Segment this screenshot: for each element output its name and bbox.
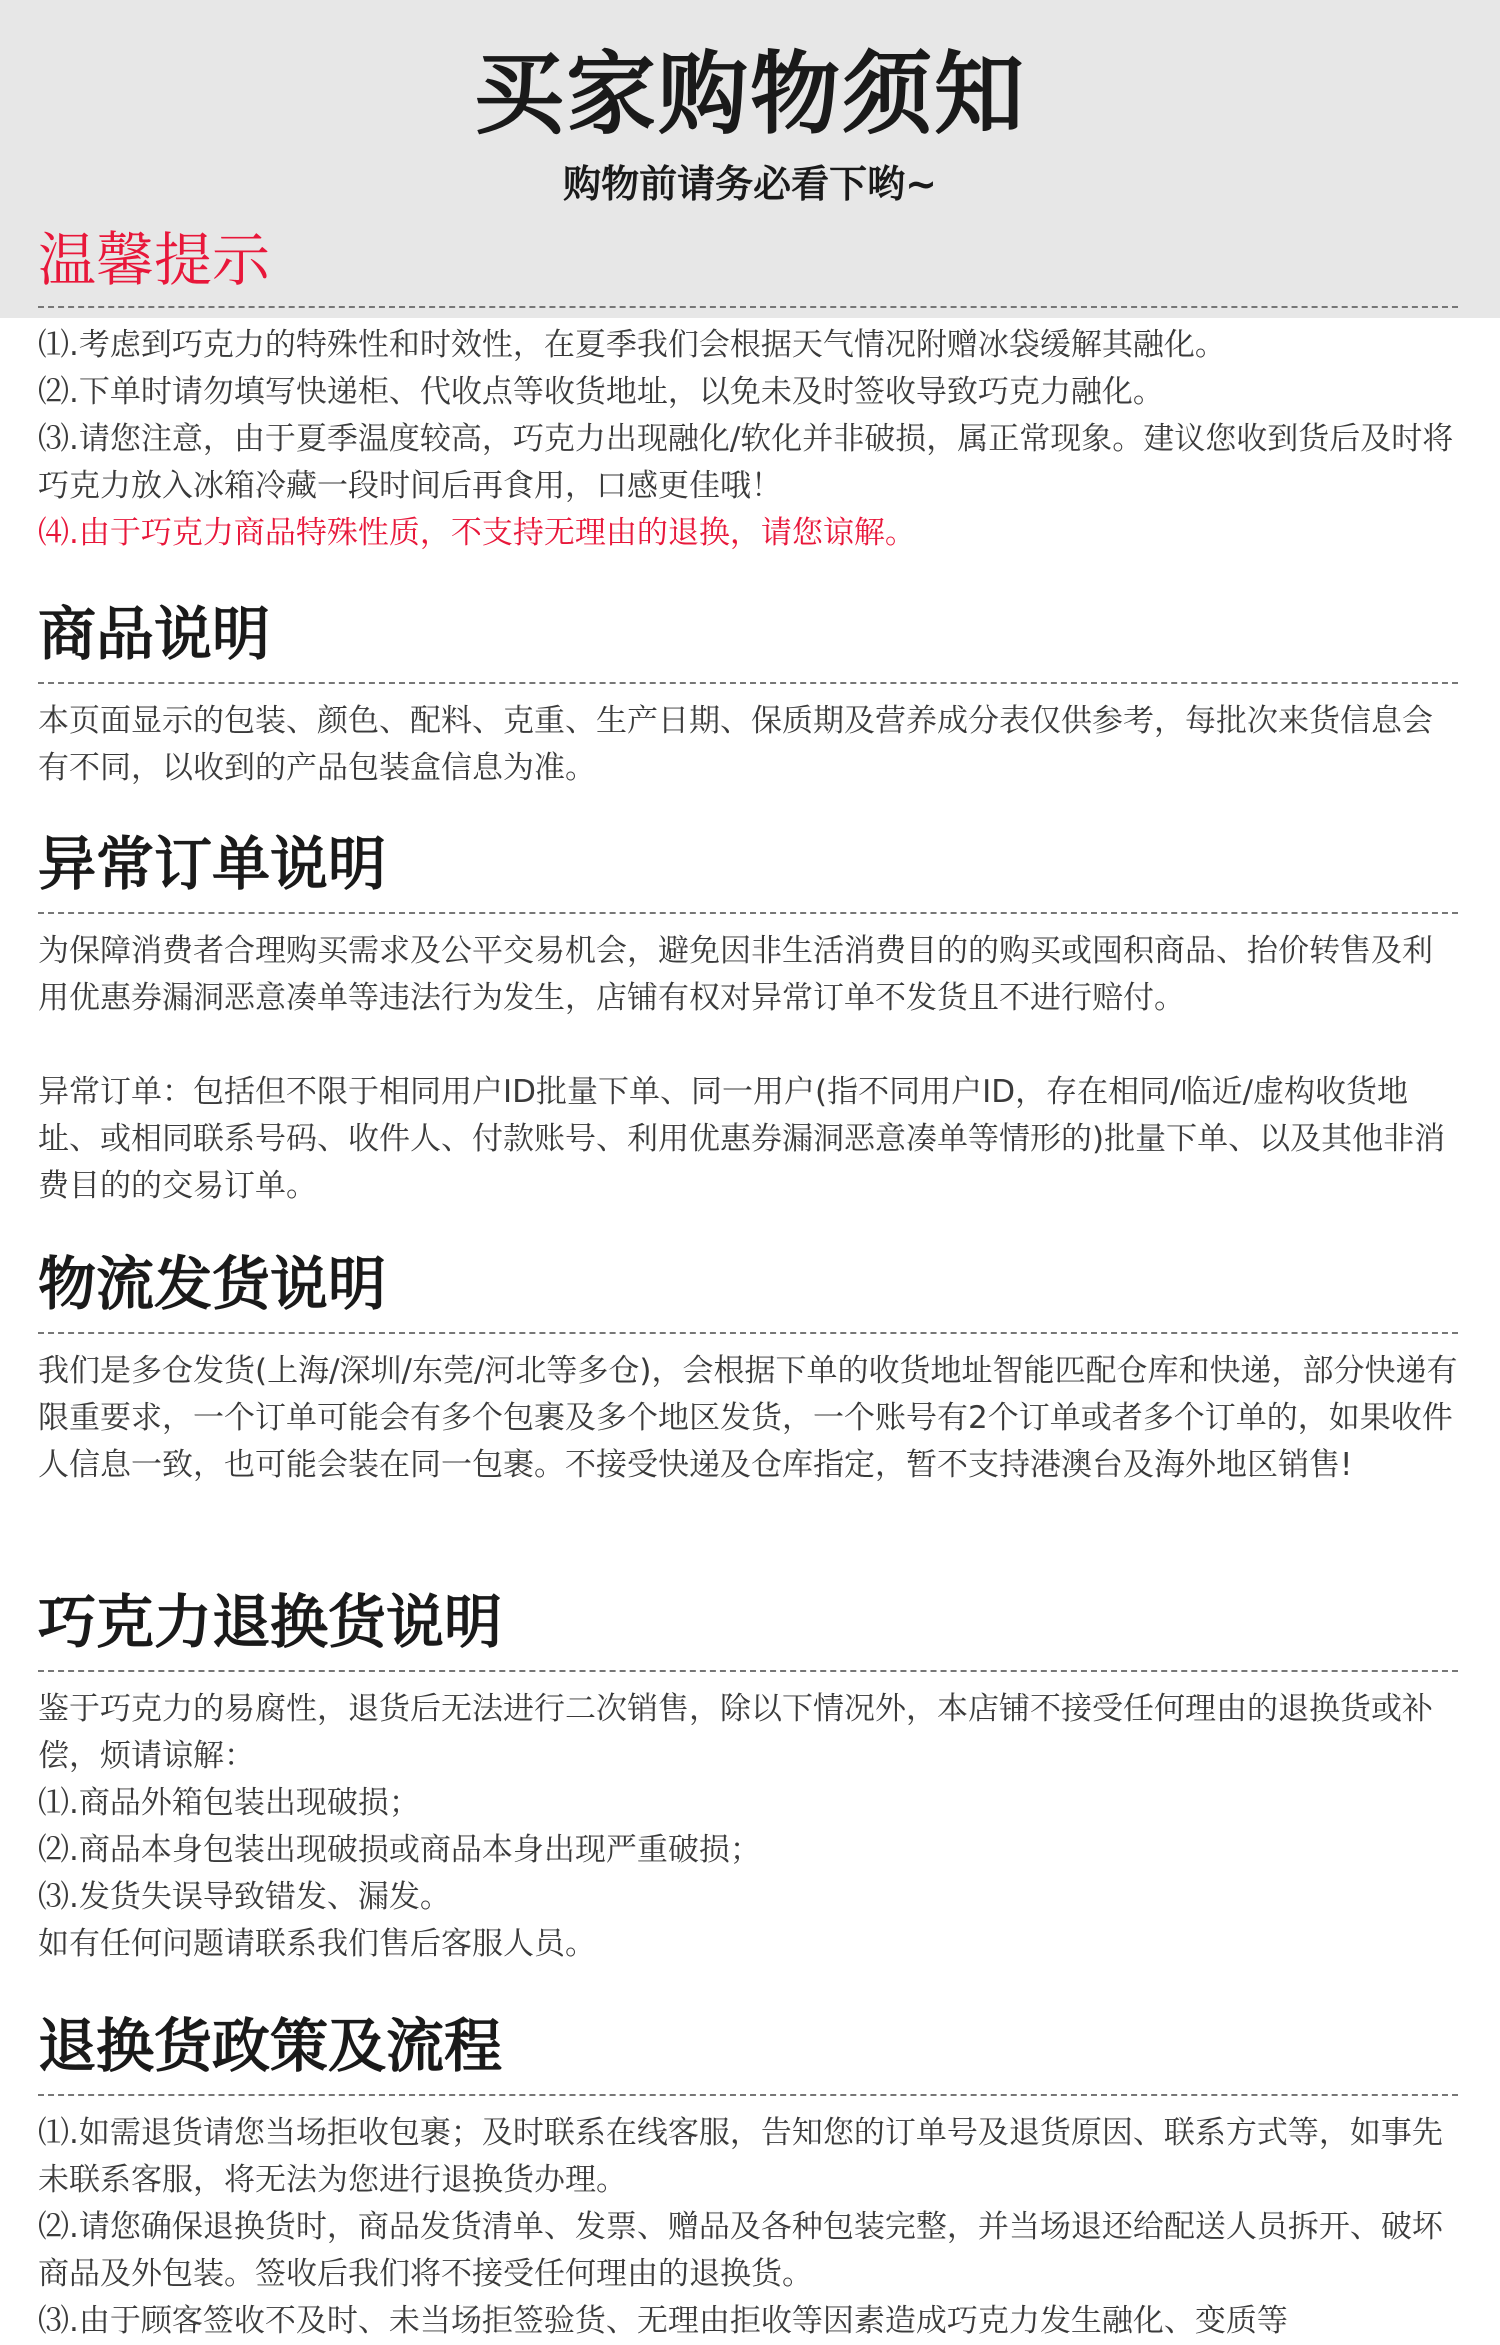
section-title: 退换货政策及流程 [38,2012,503,2080]
tip-line-warning: ⑷.由于巧克力商品特殊性质，不支持无理由的退换，请您谅解。 [38,515,916,551]
paragraph: 我们是多仓发货(上海/深圳/东莞/河北等多仓)，会根据下单的收货地址智能匹配仓库和快递，部分快递有限重要求，一个订单可能会有多个包裹及多个地区发货，一个账号有2个订单或者多个订单的，如果收件人信息一致，也可能会装在同一包裹。不接受快递及仓库指定，暂不支持港澳台及海外地区销售! [38,1353,1458,1483]
paragraph: 异常订单：包括但不限于相同用户ID批量下单、同一用户(指不同用户ID，存在相同/临近/虚构收货地址、或相同联系号码、收件人、付款账号、利用优惠券漏洞恶意凑单等情形的)批量下单、以及其他非消费目的的交易订单。 [38,1074,1446,1204]
list-item: ⑶.发货失误导致错发、漏发。 [38,1879,451,1915]
section-body [38,698,1458,792]
list-item: ⑵.请您确保退换货时，商品发货清单、发票、赠品及各种包装完整，并当场退还给配送人员拆开、破坏商品及外包装。签收后我们将不接受任何理由的退换货。 [38,2209,1443,2292]
page-title: 买家购物须知 [474,42,1026,147]
list-item: ⑴.如需退货请您当场拒收包裹；及时联系在线客服，告知您的订单号及退货原因、联系方式等，如事先未联系客服，将无法为您进行退换货办理。 [38,2115,1443,2198]
divider [38,912,1458,914]
section-body [38,1348,1458,1489]
section-body [38,322,1458,557]
section-return-policy [38,2006,1458,2345]
section-title: 温馨提示 [38,226,271,294]
section-warm-tips [38,220,1458,557]
page-subtitle: 购物前请务必看下哟~ [563,162,937,206]
paragraph: 为保障消费者合理购买需求及公平交易机会，避免因非生活消费目的的购买或囤积商品、抬价转售及利用优惠券漏洞恶意凑单等违法行为发生，店铺有权对异常订单不发货且不进行赔付。 [38,933,1433,1016]
divider [38,1670,1458,1672]
paragraph: 鉴于巧克力的易腐性，退货后无法进行二次销售，除以下情况外，本店铺不接受任何理由的退换货或补偿，烦请谅解： [38,1691,1433,1774]
divider [38,306,1458,308]
paragraph: 本页面显示的包装、颜色、配料、克重、生产日期、保质期及营养成分表仅供参考，每批次来货信息会有不同，以收到的产品包装盒信息为准。 [38,703,1433,786]
section-title: 物流发货说明 [38,1250,387,1318]
section-title: 商品说明 [38,600,271,668]
section-body [38,2110,1458,2345]
divider [38,1332,1458,1334]
list-item: ⑵.商品本身包装出现破损或商品本身出现严重破损； [38,1832,761,1868]
section-chocolate-returns [38,1582,1458,1968]
section-product-info [38,594,1458,792]
paragraph: 如有任何问题请联系我们售后客服人员。 [38,1926,596,1962]
list-item: ⑴.商品外箱包装出现破损； [38,1785,420,1821]
tip-line: ⑶.请您注意，由于夏季温度较高，巧克力出现融化/软化并非破损，属正常现象。建议您收到货后及时将巧克力放入冰箱冷藏一段时间后再食用，口感更佳哦！ [38,421,1454,504]
section-title: 异常订单说明 [38,830,387,898]
section-body [38,1686,1458,1968]
section-shipping [38,1244,1458,1489]
section-body [38,928,1458,1210]
tip-line: ⑵.下单时请勿填写快递柜、代收点等收货地址，以免未及时签收导致巧克力融化。 [38,374,1164,410]
section-title: 巧克力退换货说明 [38,1588,503,1656]
section-abnormal-orders [38,824,1458,1210]
list-item: ⑶.由于顾客签收不及时、未当场拒签验货、无理由拒收等因素造成巧克力发生融化、变质等 [38,2303,1288,2339]
divider [38,682,1458,684]
divider [38,2094,1458,2096]
tip-line: ⑴.考虑到巧克力的特殊性和时效性，在夏季我们会根据天气情况附赠冰袋缓解其融化。 [38,327,1226,363]
